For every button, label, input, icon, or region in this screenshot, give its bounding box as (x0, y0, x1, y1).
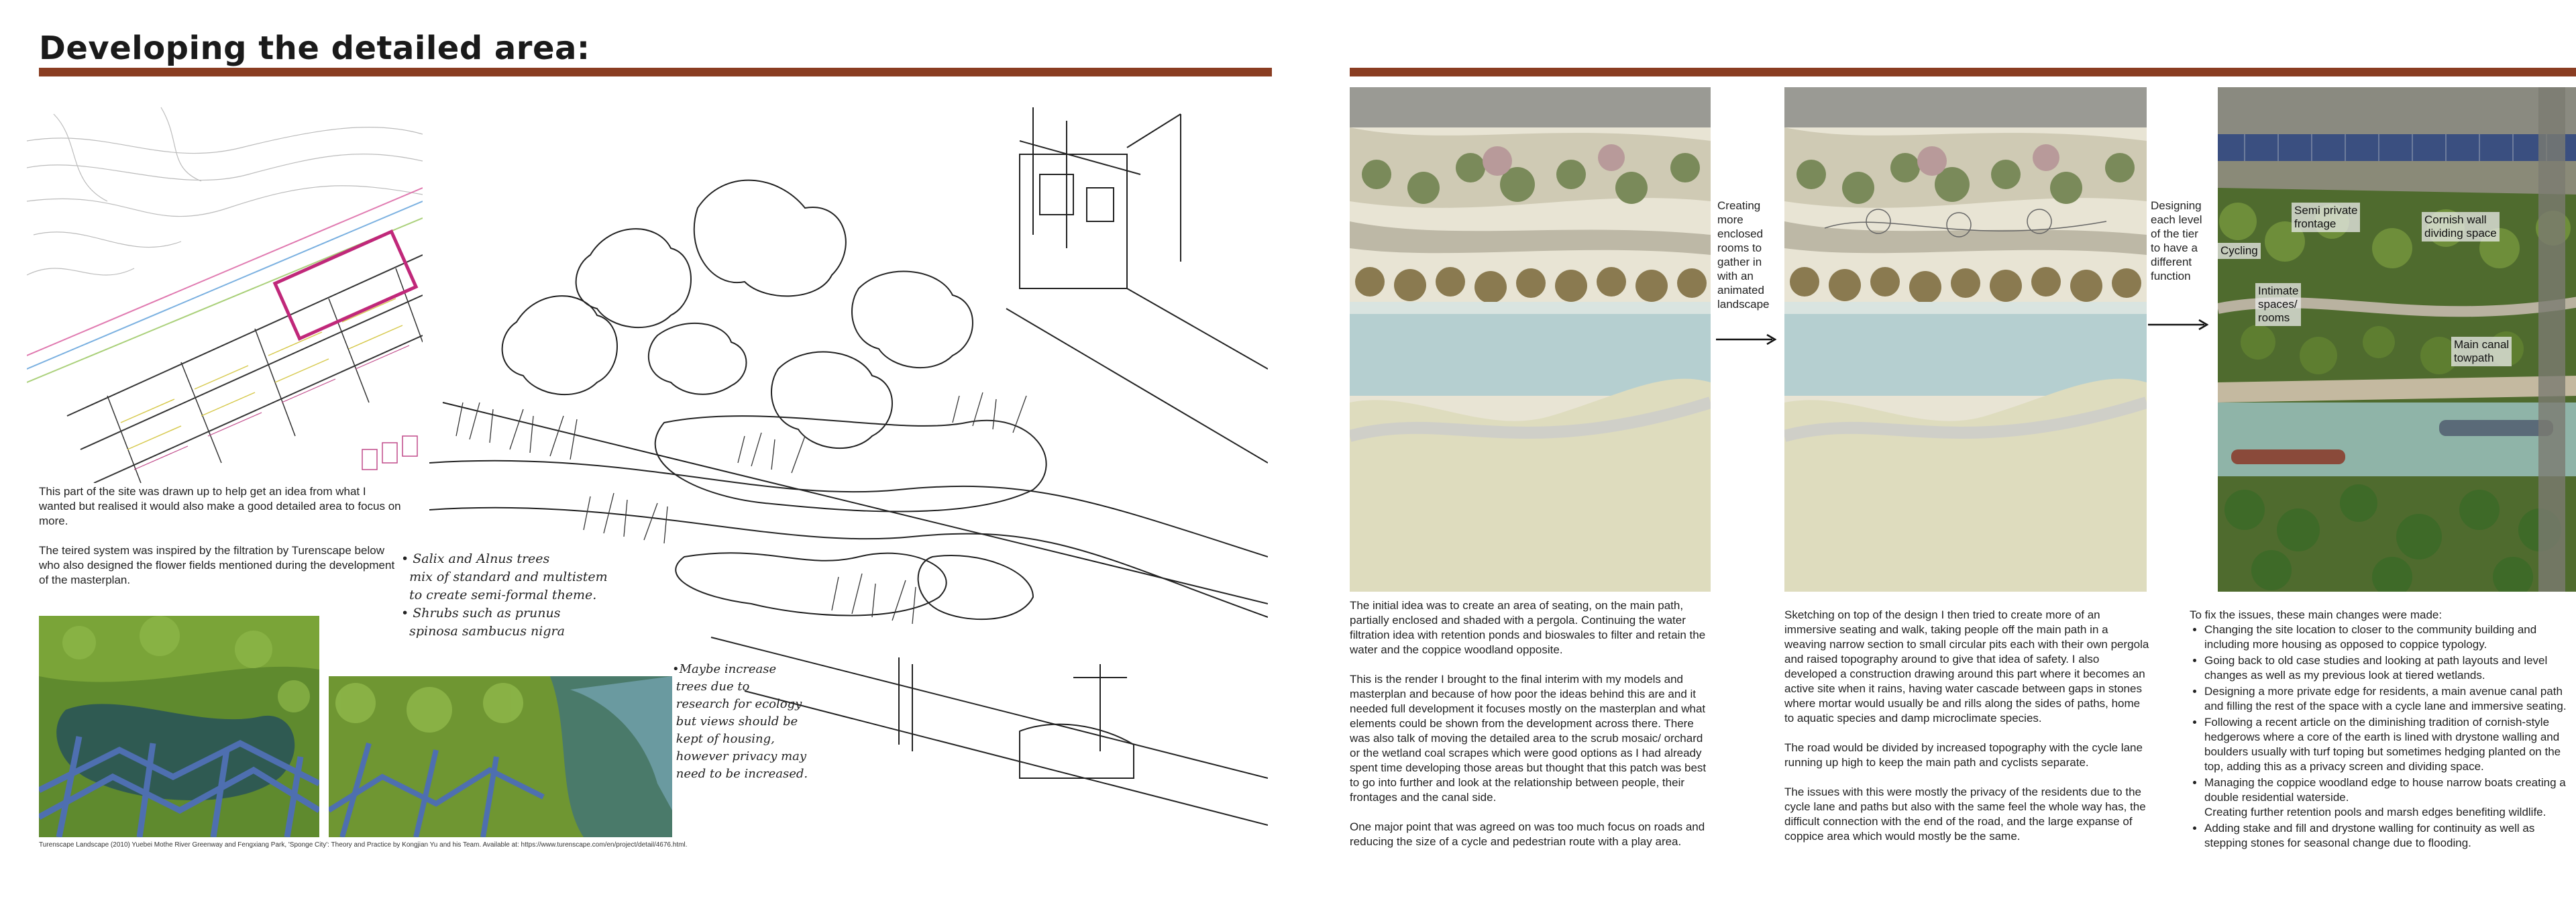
fix-list (2190, 623, 2576, 851)
plan-label-cycling: Cycling (2218, 243, 2261, 259)
col1-paragraph-2: This is the render I brought to the final interim with my models and masterplan and because of how poor the ideas behind this are and it needed full development it focuses mostly on the masterplan and what elements could be shown from the development across there. There was also talk of moving the detailed area to the scrub mosaic/ orchard or the wetland coal scrapes which were good options as I had already spent time developing those areas but thought that this patch was best to go into further and look at the relationship between people, their frontages and the canal side. (1350, 673, 1707, 804)
page-title: Developing the detailed area: (39, 30, 590, 67)
col2-paragraph-2: The road would be divided by increased topography with the cycle lane running up high to keep the main path and cyclists separate. (1784, 741, 2143, 769)
planting-note (401, 550, 656, 641)
column-initial-idea (1350, 598, 1713, 864)
fix-list-item: • Managing the coppice woodland edge to house narrow boats creating a double residential waterside. Creating further retention pools and marsh edges benefiting wildlife. (2204, 775, 2576, 820)
fix-list-item: • Going back to old case studies and looking at path layouts and level changes as well as my previous look at tiered wetlands. (2204, 653, 2576, 683)
ecology-note (672, 661, 873, 783)
col1-paragraph-3: One major point that was agreed on was too much focus on roads and reducing the size of a cycle and pedestrian route with a play area. (1350, 820, 1705, 848)
title-rule-left (39, 68, 1272, 76)
fix-list-item: • Changing the site location to closer to the community building and including more housing as opposed to coppice typology. (2204, 623, 2576, 652)
intro-paragraph-1: This part of the site was drawn up to help get an idea from what I wanted but realised it would also make a good detailed area to focus on more. (39, 485, 401, 527)
col2-paragraph-1: Sketching on top of the design I then tried to create more of an immersive seating and walk, taking people off the main path in a weaving narrow section to small circular pits each with their own pergola and raised topography around to give that idea of safety. I also developed a construction drawing around this part where it becomes an active site when it rains, having water cascade between gaps in stones where mortar would usually be and rills along the sides of paths, home to aquatic species and damp microclimate species. (1784, 608, 2149, 725)
turenscape-photo-2 (329, 676, 672, 837)
render-final-plan (2218, 87, 2576, 592)
render-sketch-overlay (1784, 87, 2147, 592)
planting-note-text: • Salix and Alnus trees mix of standard and multistem to create semi-formal theme. • Shrubs such as prunus spinosa sambucus nigra (401, 551, 608, 639)
plan-label-cornish-wall: Cornish wall dividing space (2422, 212, 2500, 242)
col1-paragraph-1: The initial idea was to create an area of seating, on the main path, partially enclosed and shaded with a pergola. Continuing the water filtration idea with retention ponds and bioswales to filter and retain the water and the coppice woodland opposite. (1350, 599, 1706, 656)
intro-text (39, 484, 401, 602)
ecology-note-text: •Maybe increase trees due to research for ecology but views should be kept of housing, however privacy may need to be increased. (672, 662, 808, 781)
fix-list-item: • Designing a more private edge for residents, a main avenue canal path and filling the rest of the space with a cycle lane and immersive seating. (2204, 684, 2576, 714)
fix-list-item: • Adding stake and fill and drystone walling for continuity as well as stepping stones for seasonal change due to flooding. (2204, 821, 2576, 851)
plan-label-intimate-spaces: Intimate spaces/ rooms (2255, 283, 2301, 326)
image-caption: Turenscape Landscape (2010) Yuebei Mothe River Greenway and Fengxiang Park, 'Sponge City': Theory and Practice by Kongjian Yu and his Team. Available at: https://www.turenscape.com/en/project/detail/4676.html. (39, 841, 688, 849)
title-rule-right (1350, 68, 2576, 76)
arrow-label-2: Designing each level of the tier to have a different function (2151, 199, 2202, 282)
arrow-label-1: Creating more enclosed rooms to gather in with an animated landscape (1717, 199, 1770, 311)
col2-paragraph-3: The issues with this were mostly the privacy of the residents due to the cycle lane and paths but also with the same feel the whole way has, the difficult connection with the end of the road, and the large expanse of coppice area which would mostly be the same. (1784, 786, 2146, 843)
render-initial (1350, 87, 1711, 592)
arrow-right-icon-1 (1715, 333, 1782, 346)
plan-label-towpath: Main canal towpath (2451, 337, 2512, 366)
site-plan-sketch (27, 101, 423, 483)
turenscape-photo-1 (39, 616, 319, 837)
fix-list-item: • Following a recent article on the diminishing tradition of cornish-style hedgerows where a core of the earth is lined with drystone walling and boulders usually with turf toping but sometimes hedging planted on the top, adding this as a privacy screen and dividing space. (2204, 715, 2576, 774)
intro-paragraph-2: The teired system was inspired by the filtration by Turenscape below who also designed the flower fields mentioned during the development of the masterplan. (39, 544, 395, 586)
column-sketching (1784, 608, 2149, 859)
arrow-right-icon-2 (2147, 318, 2214, 331)
plan-label-semi-private: Semi private frontage (2292, 203, 2360, 232)
column-fixes (2190, 608, 2576, 852)
col3-intro: To fix the issues, these main changes were made: (2190, 608, 2443, 621)
